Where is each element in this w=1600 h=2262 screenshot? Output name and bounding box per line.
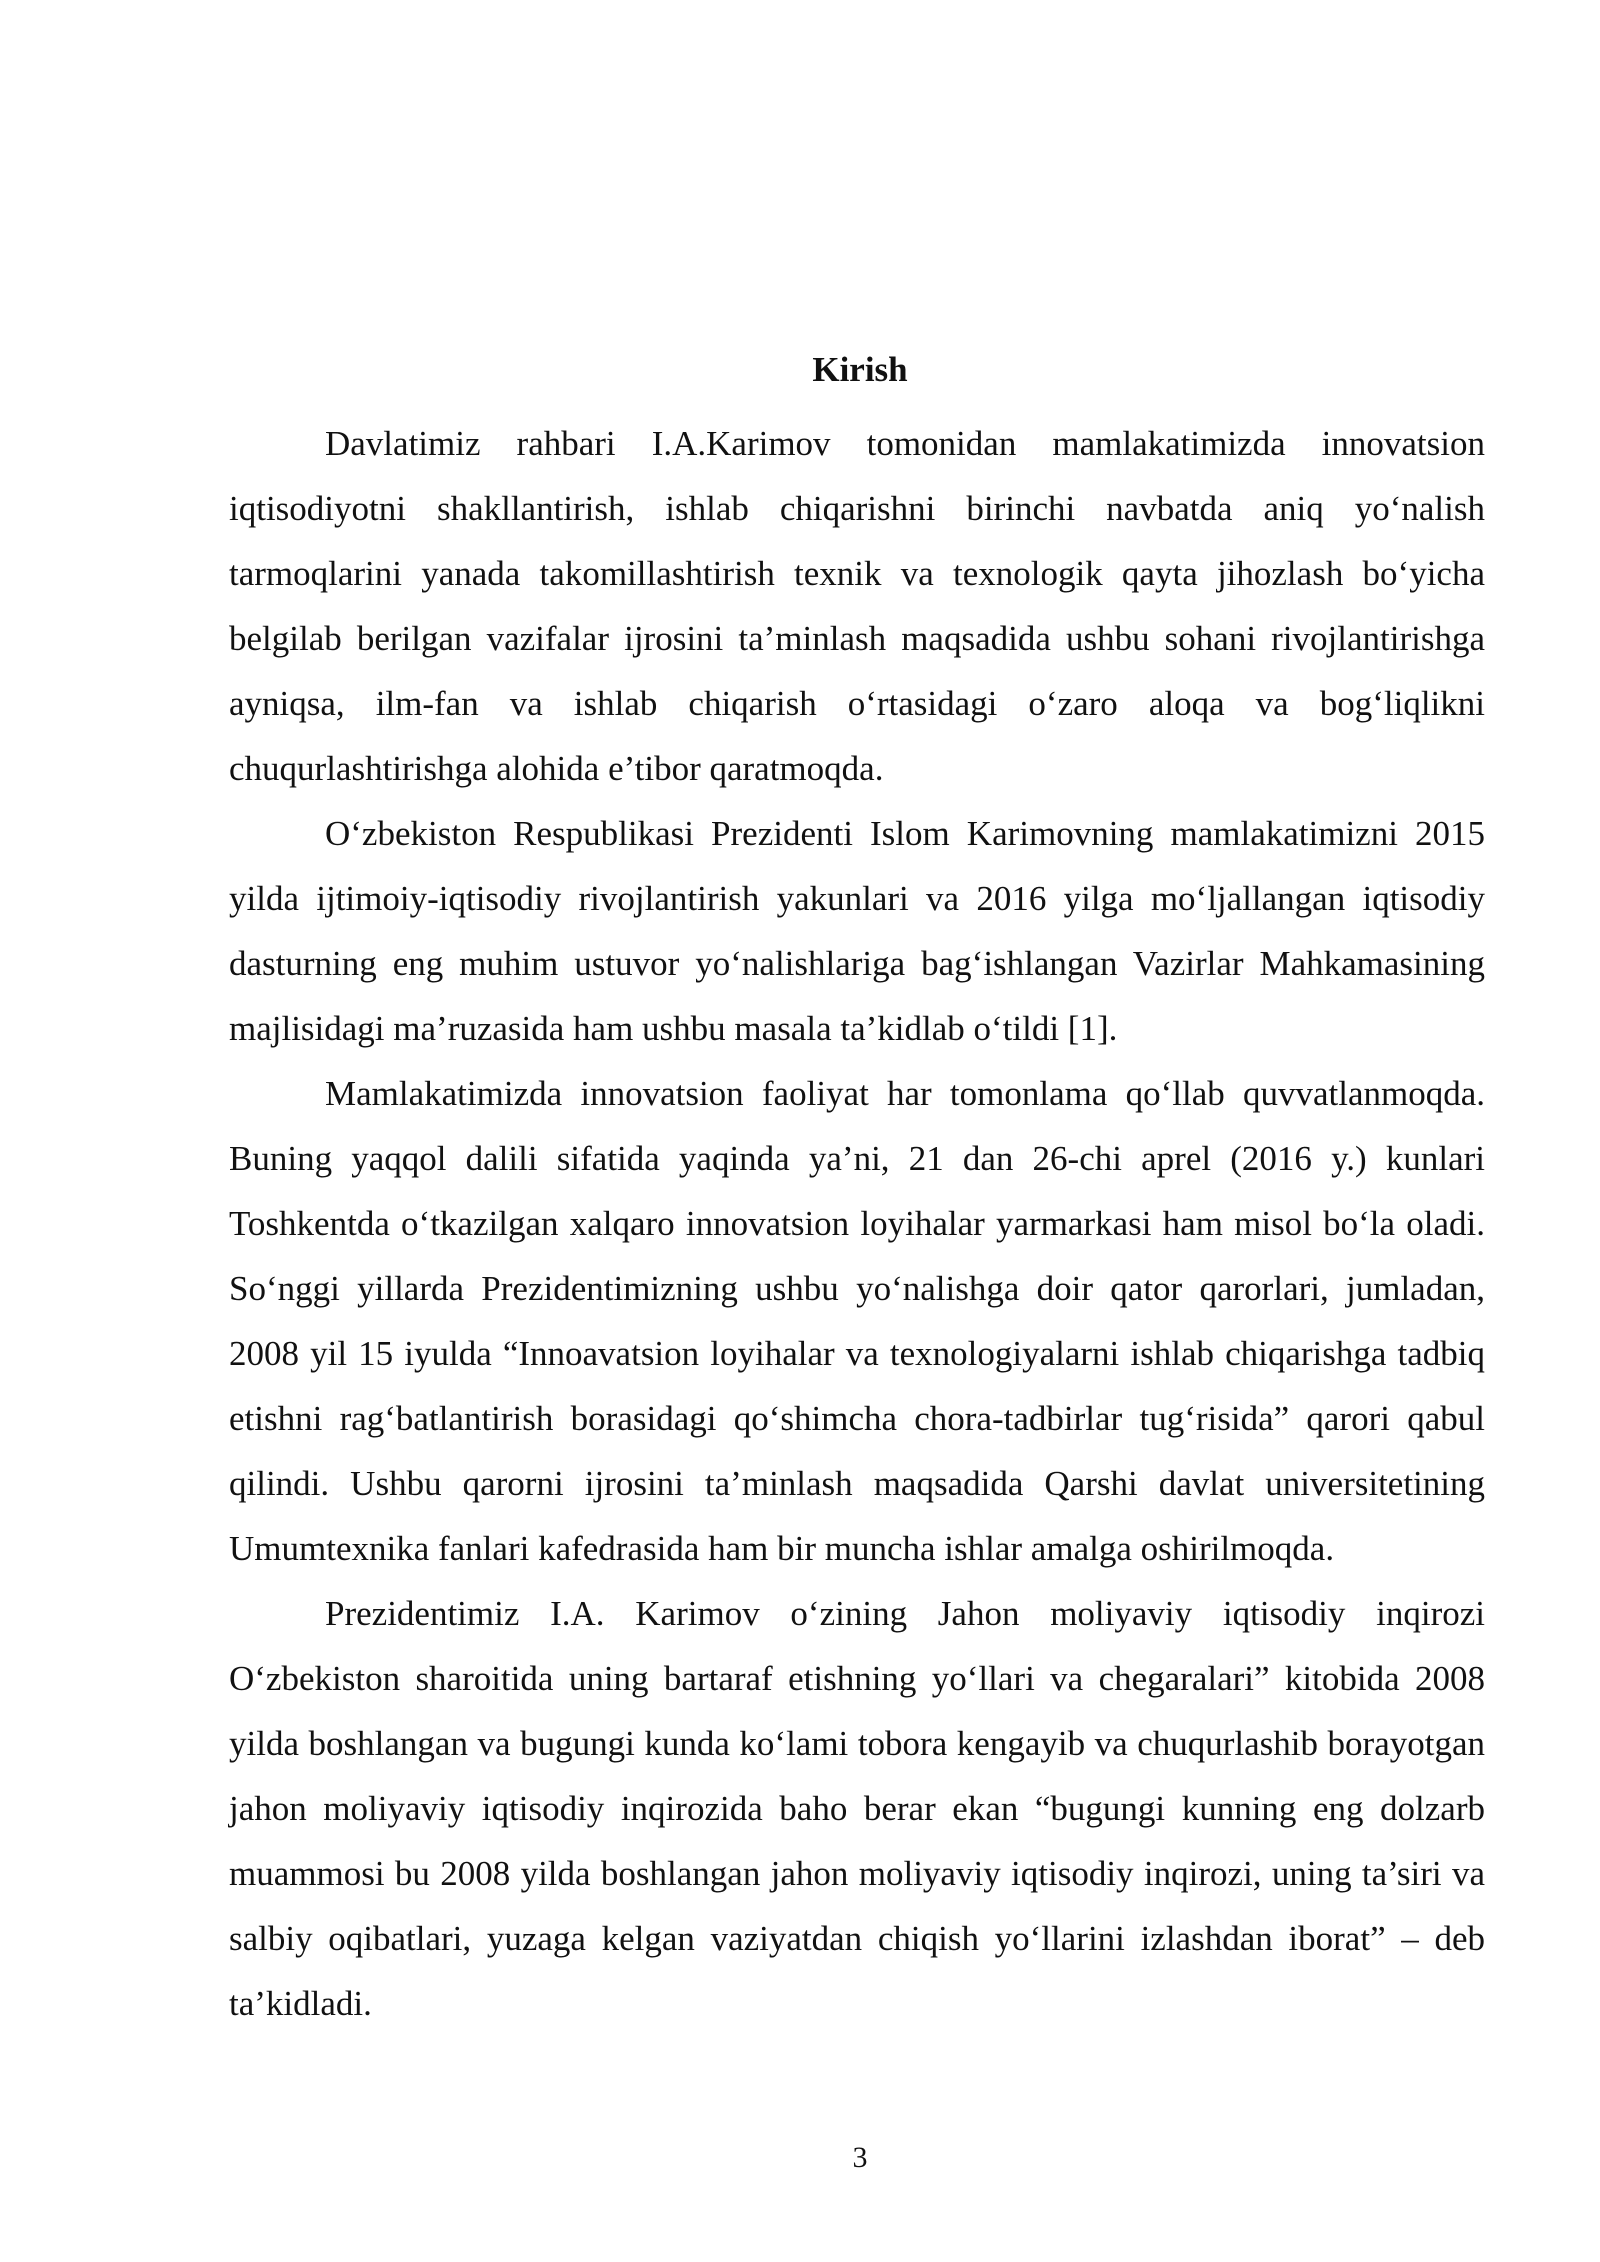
page-number: 3 <box>852 2141 868 2174</box>
paragraph-3: Mamlakatimizda innovatsion faoliyat har tomonlama qo‘llab quvvatlanmoqda. Buning yaqqol dalili sifatida yaqinda ya’ni, 21 dan 26-chi aprel (2016 y.) kunlari Toshkentda o‘tkazilgan xalqaro innovatsion loyihalar yarmarkasi ham misol bo‘la oladi. So‘nggi yillarda Prezidentimizning ushbu yo‘nalishga doir qator qarorlari, jumladan, 2008 yil 15 iyulda “Innoavatsion loyihalar va texnologiyalarni ishlab chiqarishga tadbiq etishni rag‘batlantirish borasidagi qo‘shimcha chora-tadbirlar tug‘risida” qarori qabul qilindi. Ushbu qarorni ijrosini ta’minlash maqsadida Qarshi davlat universitetining Umumtexnika fanlari kafedrasida ham bir muncha ishlar amalga oshirilmoqda. <box>229 1074 1485 1568</box>
section-title: Kirish <box>812 350 908 389</box>
paragraph-1: Davlatimiz rahbari I.A.Karimov tomonidan mamlakatimizda innovatsion iqtisodiyotni shakllantirish, ishlab chiqarishni birinchi navbatda aniq yo‘nalish tarmoqlarini yanada takomillashtirish texnik va texnologik qayta jihozlash bo‘yicha belgilab berilgan vazifalar ijrosini ta’minlash maqsadida ushbu sohani rivojlantirishga ayniqsa, ilm-fan va ishlab chiqarish o‘rtasidagi o‘zaro aloqa va bog‘liqlikni chuqurlashtirishga alohida e’tibor qaratmoqda. <box>229 424 1485 788</box>
paragraph-4: Prezidentimiz I.A. Karimov o‘zining Jahon moliyaviy iqtisodiy inqirozi O‘zbekiston sharoitida uning bartaraf etishning yo‘llari va chegaralari” kitobida 2008 yilda boshlangan va bugungi kunda ko‘lami tobora kengayib va chuqurlashib borayotgan jahon moliyaviy iqtisodiy inqirozida baho berar ekan “bugungi kunning eng dolzarb muammosi bu 2008 yilda boshlangan jahon moliyaviy iqtisodiy inqirozi, uning ta’siri va salbiy oqibatlari, yuzaga kelgan vaziyatdan chiqish yo‘llarini izlashdan iborat” – deb ta’kidladi. <box>229 1594 1485 2023</box>
body-text <box>229 411 1485 2036</box>
paragraph-2: O‘zbekiston Respublikasi Prezidenti Islom Karimovning mamlakatimizni 2015 yilda ijtimoiy-iqtisodiy rivojlantirish yakunlari va 2016 yilga mo‘ljallangan iqtisodiy dasturning eng muhim ustuvor yo‘nalishlariga bag‘ishlangan Vazirlar Mahkamasining majlisidagi ma’ruzasida ham ushbu masala ta’kidlab o‘tildi [1]. <box>229 814 1485 1048</box>
